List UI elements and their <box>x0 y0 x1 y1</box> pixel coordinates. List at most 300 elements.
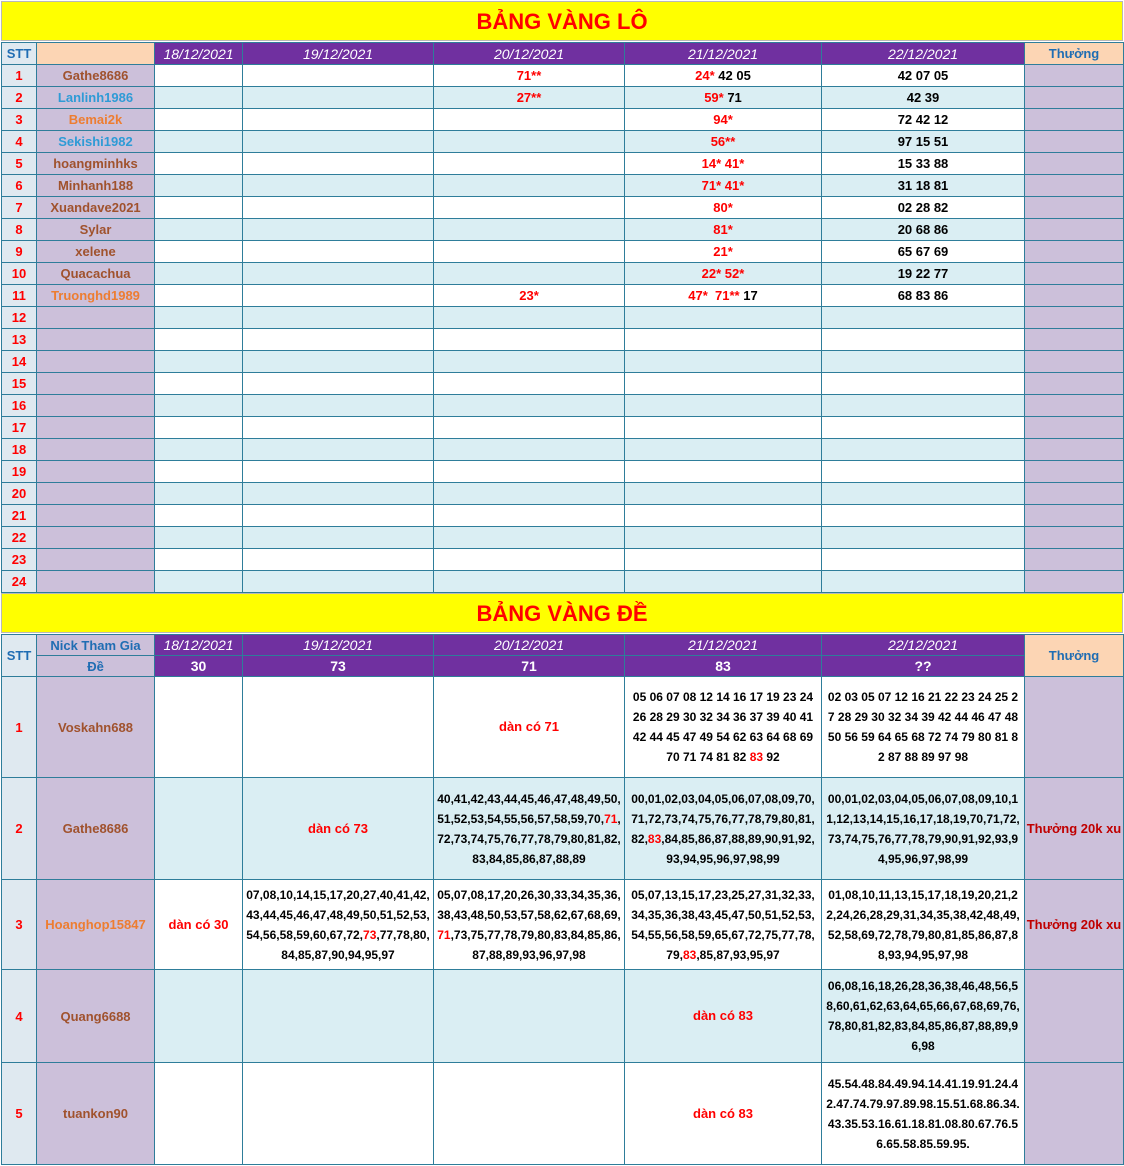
pick-cell <box>155 329 243 351</box>
pick-cell <box>625 778 822 880</box>
stt-cell <box>2 153 37 175</box>
pick-cell <box>155 417 243 439</box>
pick-cell <box>625 153 822 175</box>
pick-cell <box>155 241 243 263</box>
table-row <box>2 307 1124 329</box>
stt-cell <box>2 417 37 439</box>
result-cell <box>243 656 434 677</box>
pick-cell <box>243 880 434 970</box>
reward-value: Thưởng 20k xu <box>1026 917 1122 932</box>
reward-cell <box>1025 351 1124 373</box>
table-row <box>2 1063 1124 1165</box>
dan-label: dàn có 73 <box>308 820 368 836</box>
pick-cell <box>625 87 822 109</box>
pick-cell <box>625 219 822 241</box>
reward-header-label: Thưởng <box>1048 648 1100 663</box>
nick-cell[interactable] <box>37 483 155 505</box>
nick-cell[interactable] <box>37 65 155 87</box>
reward-cell <box>1025 65 1124 87</box>
date-header-label: 20/12/2021 <box>493 45 565 62</box>
nick-cell[interactable] <box>37 109 155 131</box>
reward-cell <box>1025 395 1124 417</box>
number-list: 73 <box>363 927 377 942</box>
pick-value: 23* <box>519 288 539 303</box>
stt-value: 22 <box>11 530 27 545</box>
pick-cell <box>625 285 822 307</box>
result-value: 73 <box>330 658 346 674</box>
pick-cell <box>434 970 625 1063</box>
pick-cell <box>155 1063 243 1165</box>
nick-cell[interactable] <box>37 175 155 197</box>
nick-cell[interactable] <box>37 131 155 153</box>
result-cell <box>625 656 822 677</box>
nick-name: tuankon90 <box>62 1106 128 1121</box>
reward-cell <box>1025 109 1124 131</box>
stt-header-label: STT <box>6 46 32 61</box>
pick-cell <box>434 285 625 307</box>
number-list: 07,08,10,14,15,17,20,27,40,41,42,43,44,45,46,47,48,49,50,51,52,53,54,56,58,59,60,67,72, <box>246 887 430 942</box>
pick-cell <box>434 109 625 131</box>
table-row <box>2 197 1124 219</box>
date-header <box>155 635 243 656</box>
pick-value: 42 07 05 <box>897 68 949 83</box>
date-header-label: 18/12/2021 <box>163 637 234 653</box>
pick-cell <box>434 571 625 593</box>
reward-cell <box>1025 483 1124 505</box>
table-row <box>2 395 1124 417</box>
nick-cell[interactable] <box>37 307 155 329</box>
pick-value: 65 67 69 <box>897 244 949 259</box>
table-row <box>2 677 1124 778</box>
pick-cell <box>822 505 1025 527</box>
pick-value: 72 42 12 <box>897 112 949 127</box>
table-row <box>2 505 1124 527</box>
date-header <box>625 635 822 656</box>
pick-cell <box>243 1063 434 1165</box>
number-list: 40,41,42,43,44,45,46,47,48,49,50,51,52,53,54,55,56,57,58,59,70, <box>437 791 621 826</box>
nick-cell[interactable] <box>37 461 155 483</box>
stt-cell <box>2 329 37 351</box>
table-row <box>2 263 1124 285</box>
pick-cell <box>243 461 434 483</box>
pick-cell <box>625 351 822 373</box>
reward-cell <box>1025 417 1124 439</box>
number-list: 01,08,10,11,13,15,17,18,19,20,21,22,24,26,28,29,31,34,35,38,42,48,49,52,58,69,72,78,79,80,81,85,86,87,88,93,94,95,97,98 <box>826 887 1020 962</box>
pick-cell <box>434 153 625 175</box>
pick-value: 71 <box>723 90 742 105</box>
reward-cell <box>1025 505 1124 527</box>
pick-cell <box>434 439 625 461</box>
pick-cell <box>155 175 243 197</box>
pick-cell <box>822 373 1025 395</box>
stt-cell <box>2 351 37 373</box>
pick-value: 21* <box>713 244 733 259</box>
stt-value: 5 <box>15 156 23 171</box>
pick-cell <box>822 87 1025 109</box>
stt-cell <box>2 778 37 880</box>
stt-cell <box>2 395 37 417</box>
stt-value: 3 <box>15 112 23 127</box>
result-value: 71 <box>521 658 537 674</box>
nick-header-label: Nick Tham Gia <box>50 637 141 653</box>
pick-cell <box>434 131 625 153</box>
date-header-label: 20/12/2021 <box>493 637 565 653</box>
pick-cell <box>625 395 822 417</box>
date-header-label: 19/12/2021 <box>302 45 374 62</box>
reward-cell <box>1025 677 1124 778</box>
pick-cell <box>625 549 822 571</box>
pick-cell <box>822 677 1025 778</box>
reward-cell <box>1025 219 1124 241</box>
nick-header <box>37 635 155 656</box>
pick-cell <box>822 263 1025 285</box>
nick-cell[interactable] <box>37 439 155 461</box>
pick-cell <box>243 483 434 505</box>
pick-cell <box>822 461 1025 483</box>
reward-cell <box>1025 970 1124 1063</box>
stt-value: 23 <box>11 552 27 567</box>
reward-cell <box>1025 880 1124 970</box>
stt-value: 4 <box>15 134 23 149</box>
reward-cell <box>1025 461 1124 483</box>
nick-cell[interactable] <box>37 87 155 109</box>
nick-name: Sekishi1982 <box>58 134 133 149</box>
number-list: 05,07,13,15,17,23,25,27,31,32,33,34,35,36,38,43,45,47,50,51,52,53,54,55,56,58,59,65,67,72,75,77,78,79, <box>631 887 815 962</box>
nick-cell[interactable] <box>37 351 155 373</box>
nick-name: Gathe8686 <box>62 821 129 836</box>
stt-header <box>2 635 37 677</box>
pick-value: 97 15 51 <box>897 134 949 149</box>
number-list: 00,01,02,03,04,05,06,07,08,09,10,11,12,13,14,15,16,17,18,19,70,71,72,73,74,75,76,77,78,79,90,91,92,93,94,95,96,97,98,99 <box>826 791 1020 866</box>
pick-cell <box>625 131 822 153</box>
pick-cell <box>243 778 434 880</box>
date-header <box>243 43 434 65</box>
date-header <box>822 635 1025 656</box>
pick-cell <box>822 241 1025 263</box>
pick-cell <box>625 197 822 219</box>
pick-cell <box>822 197 1025 219</box>
pick-cell <box>625 241 822 263</box>
nick-name: Quacachua <box>60 266 131 281</box>
pick-cell <box>243 219 434 241</box>
date-header <box>822 43 1025 65</box>
table-row <box>2 285 1124 307</box>
stt-cell <box>2 549 37 571</box>
nick-cell[interactable] <box>37 677 155 778</box>
nick-cell[interactable] <box>37 263 155 285</box>
pick-value: 02 28 82 <box>897 200 949 215</box>
pick-value: 68 83 86 <box>897 288 949 303</box>
number-list: 02 03 05 07 12 16 21 22 23 24 25 27 28 29 30 32 34 39 42 44 46 47 48 50 56 59 64 65 68 72 74 79 80 81 82 87 88 89 97 98 <box>827 690 1019 764</box>
number-list: 45.54.48.84.49.94.14.41.19.91.24.42.47.74.79.97.89.98.15.51.68.86.34.43.35.53.16.61.18.81.08.80.67.76.56.65.58.85.59.95. <box>826 1076 1020 1151</box>
pick-cell <box>243 505 434 527</box>
pick-cell <box>155 880 243 970</box>
pick-cell <box>243 109 434 131</box>
table-row <box>2 373 1124 395</box>
pick-value: 59* <box>704 90 724 105</box>
nick-cell[interactable] <box>37 527 155 549</box>
nick-cell[interactable] <box>37 373 155 395</box>
nick-cell[interactable] <box>37 395 155 417</box>
dan-label: dàn có 71 <box>499 719 559 734</box>
pick-cell <box>243 307 434 329</box>
reward-cell <box>1025 131 1124 153</box>
pick-value: 94* <box>713 112 733 127</box>
number-list: ,72,73,74,75,76,77,78,79,80,81,82,83,84,85,86,87,88,89 <box>437 811 621 866</box>
number-list: 71 <box>437 927 451 942</box>
reward-cell <box>1025 197 1124 219</box>
stt-value: 8 <box>15 222 23 237</box>
stt-value: 15 <box>11 376 27 391</box>
pick-cell <box>625 677 822 778</box>
date-header-label: 22/12/2021 <box>887 637 959 653</box>
pick-cell <box>155 461 243 483</box>
table-row <box>2 527 1124 549</box>
number-list: ,77,78,80,84,85,87,90,94,95,97 <box>281 927 430 962</box>
date-header <box>625 43 822 65</box>
pick-cell <box>434 351 625 373</box>
pick-cell <box>822 1063 1025 1165</box>
nick-cell[interactable] <box>37 219 155 241</box>
stt-value: 19 <box>11 464 27 479</box>
date-header <box>434 635 625 656</box>
pick-cell <box>434 1063 625 1165</box>
pick-cell <box>625 417 822 439</box>
pick-value: 24* <box>695 68 715 83</box>
reward-cell <box>1025 175 1124 197</box>
stt-cell <box>2 677 37 778</box>
pick-cell <box>434 677 625 778</box>
reward-cell <box>1025 307 1124 329</box>
pick-cell <box>822 439 1025 461</box>
pick-cell <box>243 175 434 197</box>
pick-value: 31 18 81 <box>897 178 949 193</box>
pick-cell <box>434 87 625 109</box>
pick-cell <box>822 153 1025 175</box>
pick-cell <box>822 549 1025 571</box>
pick-cell <box>155 677 243 778</box>
nick-cell[interactable] <box>37 153 155 175</box>
pick-cell <box>822 880 1025 970</box>
result-value: 30 <box>190 658 207 674</box>
nick-name: Truonghd1989 <box>51 288 140 303</box>
number-list: 05 06 07 08 12 14 16 17 19 23 24 26 28 29 30 32 34 36 37 39 40 41 42 44 45 47 49 54 62 63 64 68 69 70 71 74 81 82 <box>632 690 814 764</box>
pick-cell <box>155 307 243 329</box>
result-cell <box>434 656 625 677</box>
stt-cell <box>2 241 37 263</box>
pick-cell <box>243 285 434 307</box>
pick-cell <box>822 109 1025 131</box>
pick-cell <box>155 483 243 505</box>
pick-cell <box>155 527 243 549</box>
table-row <box>2 87 1124 109</box>
stt-cell <box>2 65 37 87</box>
stt-cell <box>2 505 37 527</box>
reward-header <box>1025 43 1124 65</box>
nick-cell[interactable] <box>37 778 155 880</box>
date-header-label: 19/12/2021 <box>302 637 374 653</box>
pick-cell <box>822 65 1025 87</box>
pick-cell <box>625 65 822 87</box>
table-row <box>2 970 1124 1063</box>
stt-value: 21 <box>11 508 27 523</box>
dan-label: dàn có 83 <box>693 1008 753 1023</box>
pick-value: 71* 41* <box>701 178 745 193</box>
pick-cell <box>155 109 243 131</box>
pick-cell <box>625 263 822 285</box>
nick-cell[interactable] <box>37 1063 155 1165</box>
pick-cell <box>155 65 243 87</box>
table-row <box>2 880 1124 970</box>
stt-value: 17 <box>11 420 27 435</box>
pick-cell <box>155 505 243 527</box>
table-row <box>2 417 1124 439</box>
number-list: 05,07,08,17,20,26,30,33,34,35,36,38,43,48,50,53,57,58,62,67,68,69, <box>437 887 621 922</box>
pick-value: 17 <box>739 288 758 303</box>
stt-value: 11 <box>12 288 26 303</box>
pick-value: 42 39 <box>906 90 940 105</box>
result-value: ?? <box>914 658 932 674</box>
pick-cell <box>155 571 243 593</box>
pick-cell <box>243 373 434 395</box>
pick-cell <box>434 241 625 263</box>
reward-header-label: Thưởng <box>1048 46 1100 61</box>
nick-name: Lanlinh1986 <box>57 90 134 105</box>
pick-cell <box>155 351 243 373</box>
nick-cell[interactable] <box>37 571 155 593</box>
table-row <box>2 439 1124 461</box>
reward-cell <box>1025 285 1124 307</box>
number-list: 83 <box>647 831 662 846</box>
pick-cell <box>155 153 243 175</box>
table-row <box>2 153 1124 175</box>
pick-cell <box>625 505 822 527</box>
stt-cell <box>2 285 37 307</box>
pick-cell <box>434 329 625 351</box>
de-label: Đề <box>87 658 104 674</box>
pick-cell <box>243 153 434 175</box>
pick-value: 81* <box>713 222 733 237</box>
pick-cell <box>243 549 434 571</box>
table-row <box>2 483 1124 505</box>
pick-cell <box>625 461 822 483</box>
table-row <box>2 219 1124 241</box>
pick-cell <box>822 329 1025 351</box>
pick-cell <box>243 439 434 461</box>
de-header-row <box>2 635 1124 656</box>
pick-cell <box>434 417 625 439</box>
nick-cell[interactable] <box>37 417 155 439</box>
pick-cell <box>434 505 625 527</box>
stt-value: 9 <box>15 244 23 259</box>
pick-value: 19 22 77 <box>897 266 949 281</box>
pick-cell <box>822 175 1025 197</box>
pick-cell <box>822 527 1025 549</box>
stt-cell <box>2 970 37 1063</box>
stt-cell <box>2 263 37 285</box>
pick-cell <box>822 483 1025 505</box>
pick-cell <box>243 571 434 593</box>
reward-cell <box>1025 1063 1124 1165</box>
date-header <box>243 635 434 656</box>
table-row <box>2 329 1124 351</box>
pick-value: 56** <box>710 134 736 149</box>
stt-cell <box>2 197 37 219</box>
stt-value: 1 <box>15 68 23 83</box>
lo-header-row <box>2 43 1124 65</box>
pick-cell <box>822 219 1025 241</box>
pick-cell <box>243 263 434 285</box>
stt-cell <box>2 571 37 593</box>
nick-cell[interactable] <box>37 197 155 219</box>
pick-cell <box>822 417 1025 439</box>
reward-cell <box>1025 439 1124 461</box>
number-list: 83 <box>682 947 697 962</box>
pick-cell <box>434 65 625 87</box>
pick-value: 42 05 <box>714 68 751 83</box>
date-header-label: 22/12/2021 <box>887 45 959 62</box>
nick-name: Xuandave2021 <box>50 200 141 215</box>
pick-cell <box>822 395 1025 417</box>
nick-cell[interactable] <box>37 505 155 527</box>
reward-cell <box>1025 241 1124 263</box>
pick-cell <box>243 417 434 439</box>
pick-cell <box>155 549 243 571</box>
pick-cell <box>434 263 625 285</box>
table-row <box>2 65 1124 87</box>
pick-cell <box>625 571 822 593</box>
pick-cell <box>243 677 434 778</box>
pick-cell <box>625 109 822 131</box>
result-row <box>2 656 1124 677</box>
nick-cell[interactable] <box>37 241 155 263</box>
result-value: 83 <box>715 658 731 674</box>
pick-cell <box>625 307 822 329</box>
stt-value: 1 <box>15 719 23 735</box>
pick-cell <box>434 549 625 571</box>
nick-cell[interactable] <box>37 285 155 307</box>
stt-cell <box>2 880 37 970</box>
stt-value: 20 <box>11 486 27 501</box>
nick-cell[interactable] <box>37 880 155 970</box>
lo-table <box>1 42 1124 593</box>
stt-cell <box>2 175 37 197</box>
pick-cell <box>625 1063 822 1165</box>
pick-cell <box>625 970 822 1063</box>
pick-cell <box>155 970 243 1063</box>
reward-value: Thưởng 20k xu <box>1026 821 1122 836</box>
pick-cell <box>243 351 434 373</box>
table-row <box>2 175 1124 197</box>
nick-cell[interactable] <box>37 970 155 1063</box>
table-row <box>2 461 1124 483</box>
stt-value: 5 <box>15 1106 23 1121</box>
stt-cell <box>2 373 37 395</box>
table-row <box>2 241 1124 263</box>
pick-cell <box>434 197 625 219</box>
nick-name: Sylar <box>79 222 112 237</box>
reward-cell <box>1025 263 1124 285</box>
stt-value: 12 <box>11 310 27 325</box>
pick-cell <box>434 307 625 329</box>
pick-cell <box>822 285 1025 307</box>
nick-name: hoangminhks <box>53 156 138 171</box>
nick-name: Voskahn688 <box>58 719 133 735</box>
nick-name: Quang6688 <box>60 1008 131 1024</box>
nick-cell[interactable] <box>37 549 155 571</box>
nick-cell[interactable] <box>37 329 155 351</box>
pick-cell <box>434 219 625 241</box>
